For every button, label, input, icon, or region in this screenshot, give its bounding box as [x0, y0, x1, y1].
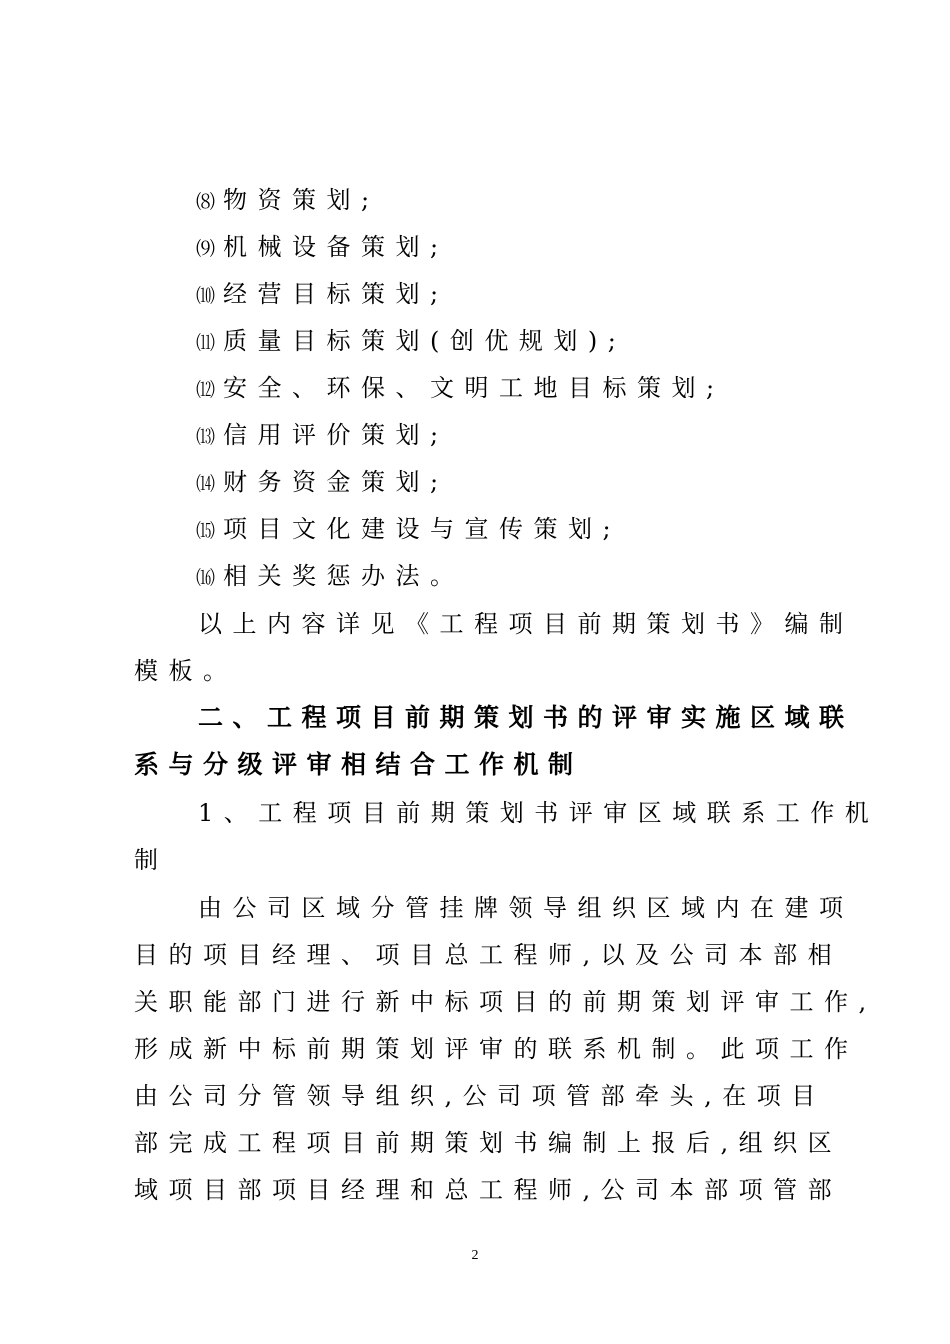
subsection-heading: 1、工程项目前期策划书评审区域联系工作机 — [198, 799, 880, 827]
list-number: ⑾ — [196, 333, 216, 354]
list-text: 项目文化建设与宣传策划; — [223, 515, 622, 543]
list-item — [196, 561, 465, 594]
list-text: 物资策划; — [223, 186, 380, 214]
section-heading: 二、工程项目前期策划书的评审实施区域联 — [198, 703, 854, 732]
paragraph-line: 目的项目经理、项目总工程师,以及公司本部相 — [134, 941, 843, 969]
list-text: 机械设备策划; — [223, 233, 449, 261]
list-number: ⑻ — [196, 192, 216, 213]
list-item — [196, 467, 449, 500]
list-number: ⒁ — [196, 474, 216, 495]
subsection-heading: 制 — [134, 846, 169, 874]
list-number: ⑼ — [196, 239, 216, 260]
list-number: ⒃ — [196, 568, 216, 589]
list-item — [196, 514, 621, 547]
list-text: 安全、环保、文明工地目标策划; — [223, 374, 725, 402]
section-heading: 系与分级评审相结合工作机制 — [134, 750, 583, 779]
paragraph-line: 部完成工程项目前期策划书编制上报后,组织区 — [134, 1129, 843, 1157]
list-text: 经营目标策划; — [223, 280, 449, 308]
list-item — [196, 420, 449, 453]
paragraph-line: 由公司分管领导组织,公司项管部牵头,在项目 — [134, 1082, 826, 1110]
page-number: 2 — [471, 1248, 479, 1263]
list-text: 相关奖惩办法。 — [223, 562, 465, 590]
paragraph-line: 模板。 — [134, 657, 238, 685]
paragraph-line: 以上内容详见《工程项目前期策划书》编制 — [198, 610, 854, 638]
paragraph-line: 由公司区域分管挂牌领导组织区域内在建项 — [198, 894, 854, 922]
list-text: 信用评价策划; — [223, 421, 449, 449]
list-item — [196, 326, 626, 359]
list-item — [196, 373, 725, 406]
list-item — [196, 185, 380, 218]
paragraph-line: 域项目部项目经理和总工程师,公司本部项管部 — [134, 1176, 843, 1204]
list-item — [196, 232, 449, 265]
paragraph-line: 关职能部门进行新中标项目的前期策划评审工作, — [134, 988, 877, 1016]
list-number: ⑿ — [196, 380, 216, 401]
list-number: ⒂ — [196, 521, 216, 542]
list-number: ⒀ — [196, 427, 216, 448]
list-text: 财务资金策划; — [223, 468, 449, 496]
list-item — [196, 279, 449, 312]
list-text: 质量目标策划(创优规划); — [223, 327, 627, 355]
list-number: ⑽ — [196, 286, 216, 307]
paragraph-line: 形成新中标前期策划评审的联系机制。此项工作 — [134, 1035, 859, 1063]
